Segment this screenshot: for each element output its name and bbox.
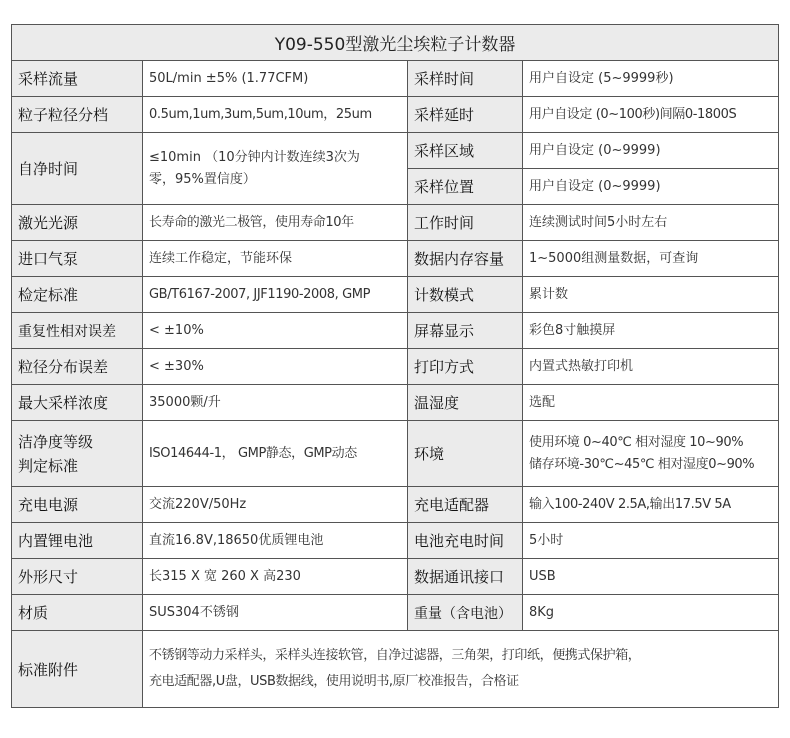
spec-label: 打印方式 <box>408 349 523 385</box>
table-row <box>12 133 779 169</box>
spec-label: 进口气泵 <box>12 241 143 277</box>
spec-value: GB/T6167-2007, JJF1190-2008, GMP <box>143 277 408 313</box>
spec-table <box>11 24 779 708</box>
spec-value: 连续测试时间5小时左右 <box>523 205 779 241</box>
table-row <box>12 349 779 385</box>
table-row <box>12 631 779 708</box>
spec-label: 采样位置 <box>408 169 523 205</box>
spec-value: 35000颗/升 <box>143 385 408 421</box>
spec-label: 激光光源 <box>12 205 143 241</box>
table-row <box>12 97 779 133</box>
table-title: Y09-550型激光尘埃粒子计数器 <box>12 25 779 61</box>
table-row <box>12 277 779 313</box>
table-row <box>12 205 779 241</box>
spec-value: 直流16.8V,18650优质锂电池 <box>143 523 408 559</box>
title-row <box>12 25 779 61</box>
table-row <box>12 313 779 349</box>
spec-label: 数据内存容量 <box>408 241 523 277</box>
spec-label: 最大采样浓度 <box>12 385 143 421</box>
spec-label-line: 判定标准 <box>18 456 79 475</box>
table-row <box>12 523 779 559</box>
table-row <box>12 559 779 595</box>
spec-value: 交流220V/50Hz <box>143 487 408 523</box>
spec-value: 5小时 <box>523 523 779 559</box>
table-row <box>12 385 779 421</box>
table-row <box>12 487 779 523</box>
spec-label: 环境 <box>408 421 523 487</box>
spec-label: 粒子粒径分档 <box>12 97 143 133</box>
spec-value-line: 零，95%置信度） <box>149 171 256 187</box>
spec-label: 材质 <box>12 595 143 631</box>
spec-label: 充电电源 <box>12 487 143 523</box>
spec-label: 采样时间 <box>408 61 523 97</box>
spec-label: 电池充电时间 <box>408 523 523 559</box>
spec-value: USB <box>523 559 779 595</box>
spec-value: 8Kg <box>523 595 779 631</box>
table-row <box>12 595 779 631</box>
spec-value: ISO14644-1， GMP静态，GMP动态 <box>143 421 408 487</box>
spec-label: 重复性相对误差 <box>12 313 143 349</box>
spec-label <box>12 421 143 487</box>
spec-value: 用户自设定 (0~9999) <box>523 133 779 169</box>
spec-value-line: 使用环境 0~40℃ 相对湿度 10~90% <box>529 434 744 450</box>
spec-label-line: 洁净度等级 <box>18 432 94 451</box>
spec-value: 1~5000组测量数据，可查询 <box>523 241 779 277</box>
spec-value: 50L/min ±5% (1.77CFM) <box>143 61 408 97</box>
spec-label: 屏幕显示 <box>408 313 523 349</box>
spec-value-line: 储存环境-30℃~45℃ 相对湿度0~90% <box>529 456 755 472</box>
spec-value <box>523 421 779 487</box>
spec-label: 内置锂电池 <box>12 523 143 559</box>
spec-label: 采样延时 <box>408 97 523 133</box>
spec-label: 计数模式 <box>408 277 523 313</box>
spec-value: SUS304不锈钢 <box>143 595 408 631</box>
spec-label: 自净时间 <box>12 133 143 205</box>
spec-value: 连续工作稳定，节能环保 <box>143 241 408 277</box>
spec-label: 工作时间 <box>408 205 523 241</box>
spec-value: 用户自设定 (0~100秒)间隔0-1800S <box>523 97 779 133</box>
spec-label: 温湿度 <box>408 385 523 421</box>
spec-label: 充电适配器 <box>408 487 523 523</box>
spec-label: 采样流量 <box>12 61 143 97</box>
spec-label: 数据通讯接口 <box>408 559 523 595</box>
spec-value: 内置式热敏打印机 <box>523 349 779 385</box>
spec-label: 粒径分布误差 <box>12 349 143 385</box>
spec-label: 外形尺寸 <box>12 559 143 595</box>
spec-value <box>143 133 408 205</box>
table-row <box>12 61 779 97</box>
spec-value: < ±10% <box>143 313 408 349</box>
spec-label: 重量（含电池） <box>408 595 523 631</box>
table-row <box>12 241 779 277</box>
spec-value: < ±30% <box>143 349 408 385</box>
table-row <box>12 421 779 487</box>
spec-value <box>143 631 779 708</box>
spec-value-line: 不锈钢等动力采样头，采样头连接软管，自净过滤器，三角架，打印纸，便携式保护箱， <box>149 648 641 663</box>
spec-value: 0.5um,1um,3um,5um,10um，25um <box>143 97 408 133</box>
spec-label: 采样区域 <box>408 133 523 169</box>
spec-value: 累计数 <box>523 277 779 313</box>
spec-value: 输入100-240V 2.5A,输出17.5V 5A <box>523 487 779 523</box>
spec-value: 长315 X 宽 260 X 高230 <box>143 559 408 595</box>
spec-value-line: 充电适配器,U盘，USB数据线，使用说明书,原厂校准报告，合格证 <box>149 674 519 689</box>
spec-value: 用户自设定 (0~9999) <box>523 169 779 205</box>
spec-value: 长寿命的激光二极管，使用寿命10年 <box>143 205 408 241</box>
spec-label: 检定标准 <box>12 277 143 313</box>
spec-value: 彩色8寸触摸屏 <box>523 313 779 349</box>
spec-label: 标准附件 <box>12 631 143 708</box>
spec-value-line: ≤10min （10分钟内计数连续3次为 <box>149 149 360 165</box>
spec-value: 用户自设定 (5~9999秒) <box>523 61 779 97</box>
spec-value: 选配 <box>523 385 779 421</box>
